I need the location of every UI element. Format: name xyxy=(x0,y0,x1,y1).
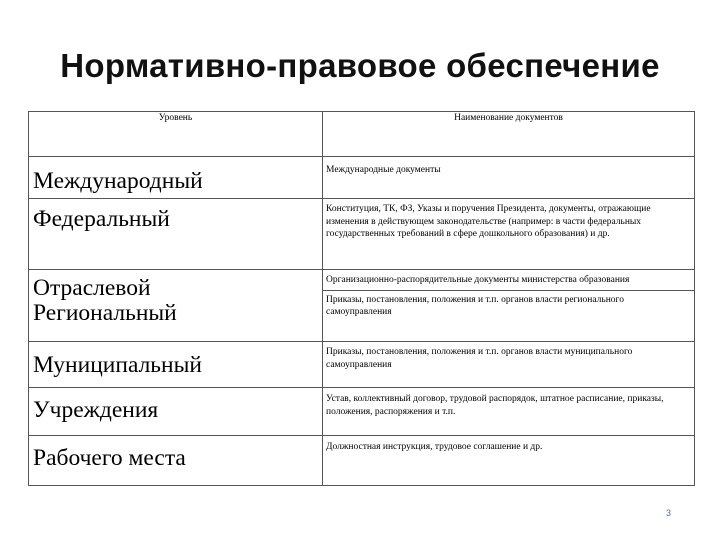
level-cell xyxy=(29,157,323,199)
level-label: Международный xyxy=(33,168,203,194)
table-row xyxy=(29,342,695,388)
page-title: Нормативно-правовое обеспечение xyxy=(60,47,660,84)
table-row xyxy=(29,157,695,199)
level-cell xyxy=(29,388,323,436)
level-cell xyxy=(29,199,323,270)
table-row xyxy=(29,199,695,270)
level-cell xyxy=(29,342,323,388)
level-cell xyxy=(29,270,323,342)
level-label: Федеральный xyxy=(33,206,170,232)
level-label: Учреждения xyxy=(33,397,159,423)
level-label: Рабочего места xyxy=(33,445,186,471)
regulatory-table xyxy=(28,111,695,486)
level-label: Региональный xyxy=(33,300,177,326)
documents-text: Устав, коллективный договор, трудовой распорядок, штатное расписание, приказы, положения, распоряжения и т.п. xyxy=(326,394,664,417)
level-label: Отраслевой xyxy=(33,275,151,301)
documents-text: Организационно-распорядительные документы министерства образования xyxy=(323,274,694,291)
documents-cell xyxy=(323,157,695,199)
documents-text: Международные документы xyxy=(326,165,441,175)
header-documents: Наименование документов xyxy=(323,112,695,157)
documents-cell xyxy=(323,199,695,270)
table-row xyxy=(29,270,695,342)
documents-text: Конституция, ТК, ФЗ, Указы и поручения Президента, документы, отражающие изменения в действующем законодательстве (например: в части федеральных государственных требований в сфере дошкольного образования) и др. xyxy=(326,204,651,239)
documents-text: Приказы, постановления, положения и т.п. органов власти муниципального самоуправления xyxy=(326,347,633,370)
documents-cell xyxy=(323,388,695,436)
documents-cell xyxy=(323,342,695,388)
documents-cell xyxy=(323,270,695,342)
documents-text: Приказы, постановления, положения и т.п. органов власти регионального самоуправления xyxy=(326,294,624,317)
page-number: 3 xyxy=(666,508,672,518)
level-label: Муниципальный xyxy=(33,352,202,378)
table-row xyxy=(29,436,695,486)
level-cell xyxy=(29,436,323,486)
header-level: Уровень xyxy=(29,112,323,157)
documents-text: Должностная инструкция, трудовое соглашение и др. xyxy=(326,442,543,452)
table-header-row xyxy=(29,112,695,157)
table-row xyxy=(29,388,695,436)
documents-cell xyxy=(323,436,695,486)
